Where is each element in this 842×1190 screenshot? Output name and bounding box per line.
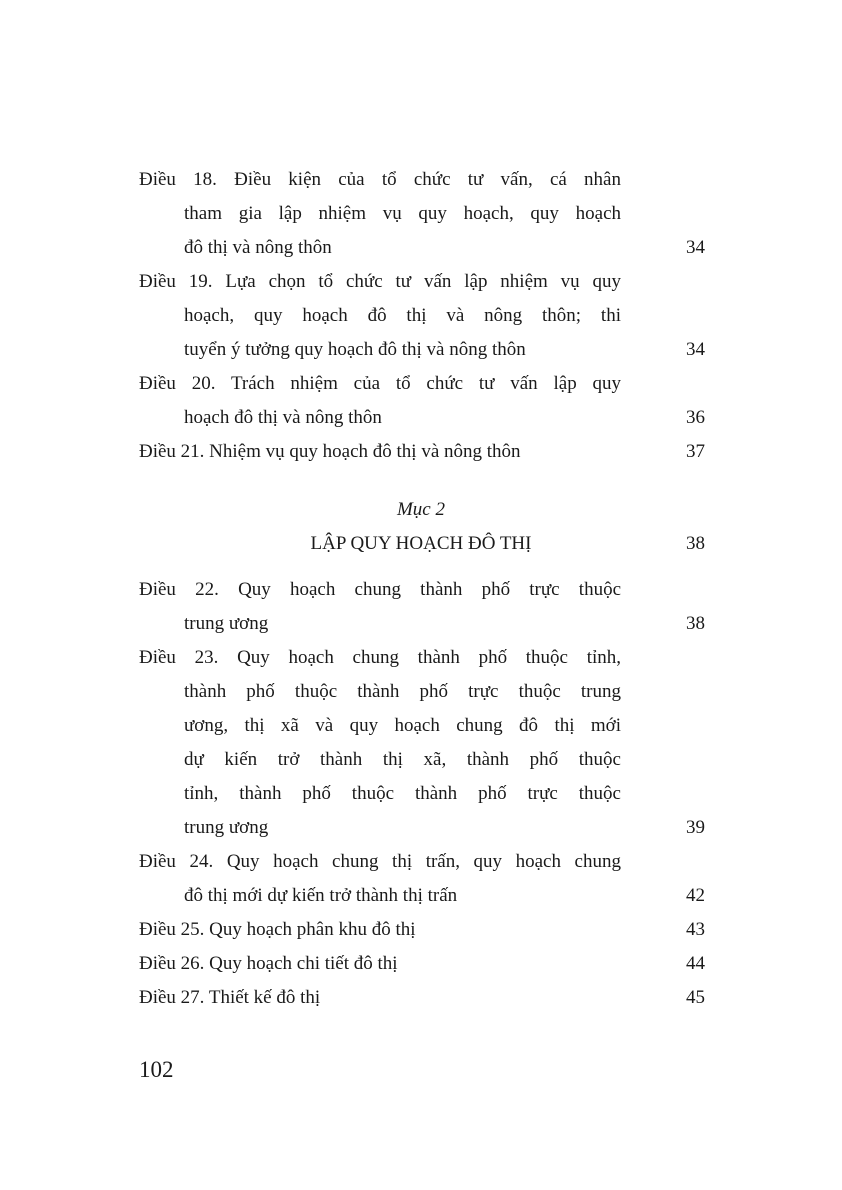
page-number: 34 xyxy=(686,237,705,258)
toc-entry-line: Điều 19. Lựa chọn tổ chức tư vấn lập nhiệm vụ quy xyxy=(139,271,621,292)
section-label: Mục 2 xyxy=(396,499,445,520)
toc-entry-line: tỉnh, thành phố thuộc thành phố trực thuộc xyxy=(184,783,621,804)
toc-entry-line: Điều 21. Nhiệm vụ quy hoạch đô thị và nông thôn xyxy=(139,441,521,462)
toc-entry-line: hoạch, quy hoạch đô thị và nông thôn; thi xyxy=(184,305,621,326)
page-number: 45 xyxy=(686,987,705,1008)
page-number: 36 xyxy=(686,407,705,428)
toc-entry-line: trung ương xyxy=(184,817,269,838)
toc-entry-line: tham gia lập nhiệm vụ quy hoạch, quy hoạch xyxy=(184,203,621,224)
toc-entry-line: Điều 18. Điều kiện của tổ chức tư vấn, cá nhân xyxy=(139,169,621,190)
toc-entry-line: trung ương xyxy=(184,613,269,634)
toc-entry-line: đô thị và nông thôn xyxy=(184,237,332,258)
toc-entry-line: Điều 24. Quy hoạch chung thị trấn, quy hoạch chung xyxy=(139,851,621,872)
page-number: 38 xyxy=(686,533,705,554)
toc-entry-line: Điều 27. Thiết kế đô thị xyxy=(139,987,321,1008)
toc-entry-line: ương, thị xã và quy hoạch chung đô thị mới xyxy=(184,715,621,736)
toc-entry-line: hoạch đô thị và nông thôn xyxy=(184,407,382,428)
section-title: LẬP QUY HOẠCH ĐÔ THỊ xyxy=(310,533,532,554)
toc-entry-line: Điều 26. Quy hoạch chi tiết đô thị xyxy=(139,953,398,974)
page-number: 44 xyxy=(686,953,705,974)
page-number: 42 xyxy=(686,885,705,906)
page-number: 34 xyxy=(686,339,705,360)
toc-entry-line: Điều 25. Quy hoạch phân khu đô thị xyxy=(139,919,416,940)
toc-entry-line: thành phố thuộc thành phố trực thuộc trung xyxy=(184,681,621,702)
page-number: 38 xyxy=(686,613,705,634)
toc-entry-line: Điều 20. Trách nhiệm của tổ chức tư vấn lập quy xyxy=(139,373,621,394)
folio-page-number: 102 xyxy=(139,1057,174,1082)
page-number: 39 xyxy=(686,817,705,838)
toc-entry-line: Điều 23. Quy hoạch chung thành phố thuộc tỉnh, xyxy=(139,647,621,668)
page-number: 37 xyxy=(686,441,705,462)
toc-entry-line: Điều 22. Quy hoạch chung thành phố trực thuộc xyxy=(139,579,621,600)
page-number: 43 xyxy=(686,919,705,940)
toc-entry-line: đô thị mới dự kiến trở thành thị trấn xyxy=(184,885,458,906)
toc-entry-line: dự kiến trở thành thị xã, thành phố thuộc xyxy=(184,749,621,770)
toc-entry-line: tuyển ý tưởng quy hoạch đô thị và nông thôn xyxy=(184,339,526,360)
